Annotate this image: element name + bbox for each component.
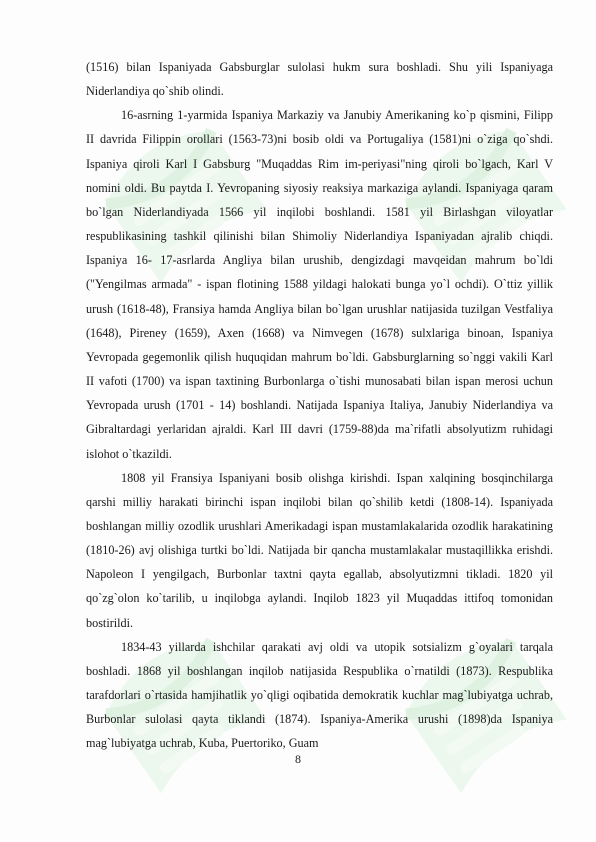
paragraph: (1516) bilan Ispaniyada Gabsburglar sulolasi hukm sura boshladi. Shu yili Ispaniyaga Niderlandiya qo`shib olindi. [86, 60, 553, 99]
paragraph: 16-asrning 1-yarmida Ispaniya Markaziy va Janubiy Amerikaning ko`p qismini, Filipp II davrida Filippin orollari (1563-73)ni bosib oldi va Portugaliya (1581)ni o`ziga qo`shdi. Ispaniya qiroli Karl I Gabsburg "Muqaddas Rim im-periyasi"ning qiroli bo`lgach, Karl V nomini oldi. Bu paytda I. Yevropaning siyosiy reaksiya markaziga aylandi. Ispaniyaga qaram bo`lgan Niderlandiyada 1566 yil inqilobi boshlandi. 1581 yil Birlashgan viloyatlar respublikasining tashkil qilinishi bilan Shimoliy Niderlandiya Ispaniyadan ajralib chiqdi. Ispaniya 16- 17-asrlarda Angliya bilan urushib, dengizdagi mavqeidan mahrum bo`ldi ("Yengilmas armada" - ispan flotining 1588 yildagi halokati bunga yo`l ochdi). O`ttiz yillik urush (1618-48), Fransiya hamda Angliya bilan bo`lgan urushlar natijasida tuzilgan Vestfaliya (1648), Pireney (1659), Axen (1668) va Nimvegen (1678) sulxlariga binoan, Ispaniya Yevropada gegemonlik qilish huquqidan mahrum bo`ldi. Gabsburglarning so`nggi vakili Karl II vafoti (1700) va ispan taxtining Burbonlarga o`tishi munosabati bilan ispan merosi uchun Yevropada urush (1701 - 14) boshlandi. Natijada Ispaniya Italiya, Janubiy Niderlandiya va Gibraltardagi yerlaridan ajraldi. Karl III davri (1759-88)da ma`rifatli absolyutizm ruhidagi islohot o`tkazildi. [86, 108, 553, 461]
paragraph: 1834-43 yillarda ishchilar qarakati avj oldi va utopik sotsializm g`oyalari tarqala boshladi. 1868 yil boshlangan inqilob natijasida Respublika o`rnatildi (1873). Respublika tarafdorlari o`rtasida hamjihatlik yo`qligi oqibatida demokratik kuchlar mag`lubiyatga uchrab, Burbonlar sulolasi qayta tiklandi (1874). Ispaniya-Amerika urushi (1898)da Ispaniya mag`lubiyatga uchrab, Kuba, Puertoriko, Guam [86, 639, 553, 751]
body-text [86, 55, 553, 756]
page-number: 8 [295, 752, 301, 766]
paragraph: 1808 yil Fransiya Ispaniyani bosib olishga kirishdi. Ispan xalqining bosqinchilarga qarshi milliy harakati birinchi ispan inqilobi bilan qo`shilib ketdi (1808-14). Ispaniyada boshlangan milliy ozodlik urushlari Amerikadagi ispan mustamlakalarida ozodlik harakatining (1810-26) avj olishiga turtki bo`ldi. Natijada bir qancha mustamlakalar mustaqillikka erishdi. Napoleon I yengilgach, Burbonlar taxtni qayta egallab, absolyutizmni tikladi. 1820 yil qo`zg`olon ko`tarilib, u inqilobga aylandi. Inqilob 1823 yil Muqaddas ittifoq tomonidan bostirildi. [86, 470, 553, 630]
